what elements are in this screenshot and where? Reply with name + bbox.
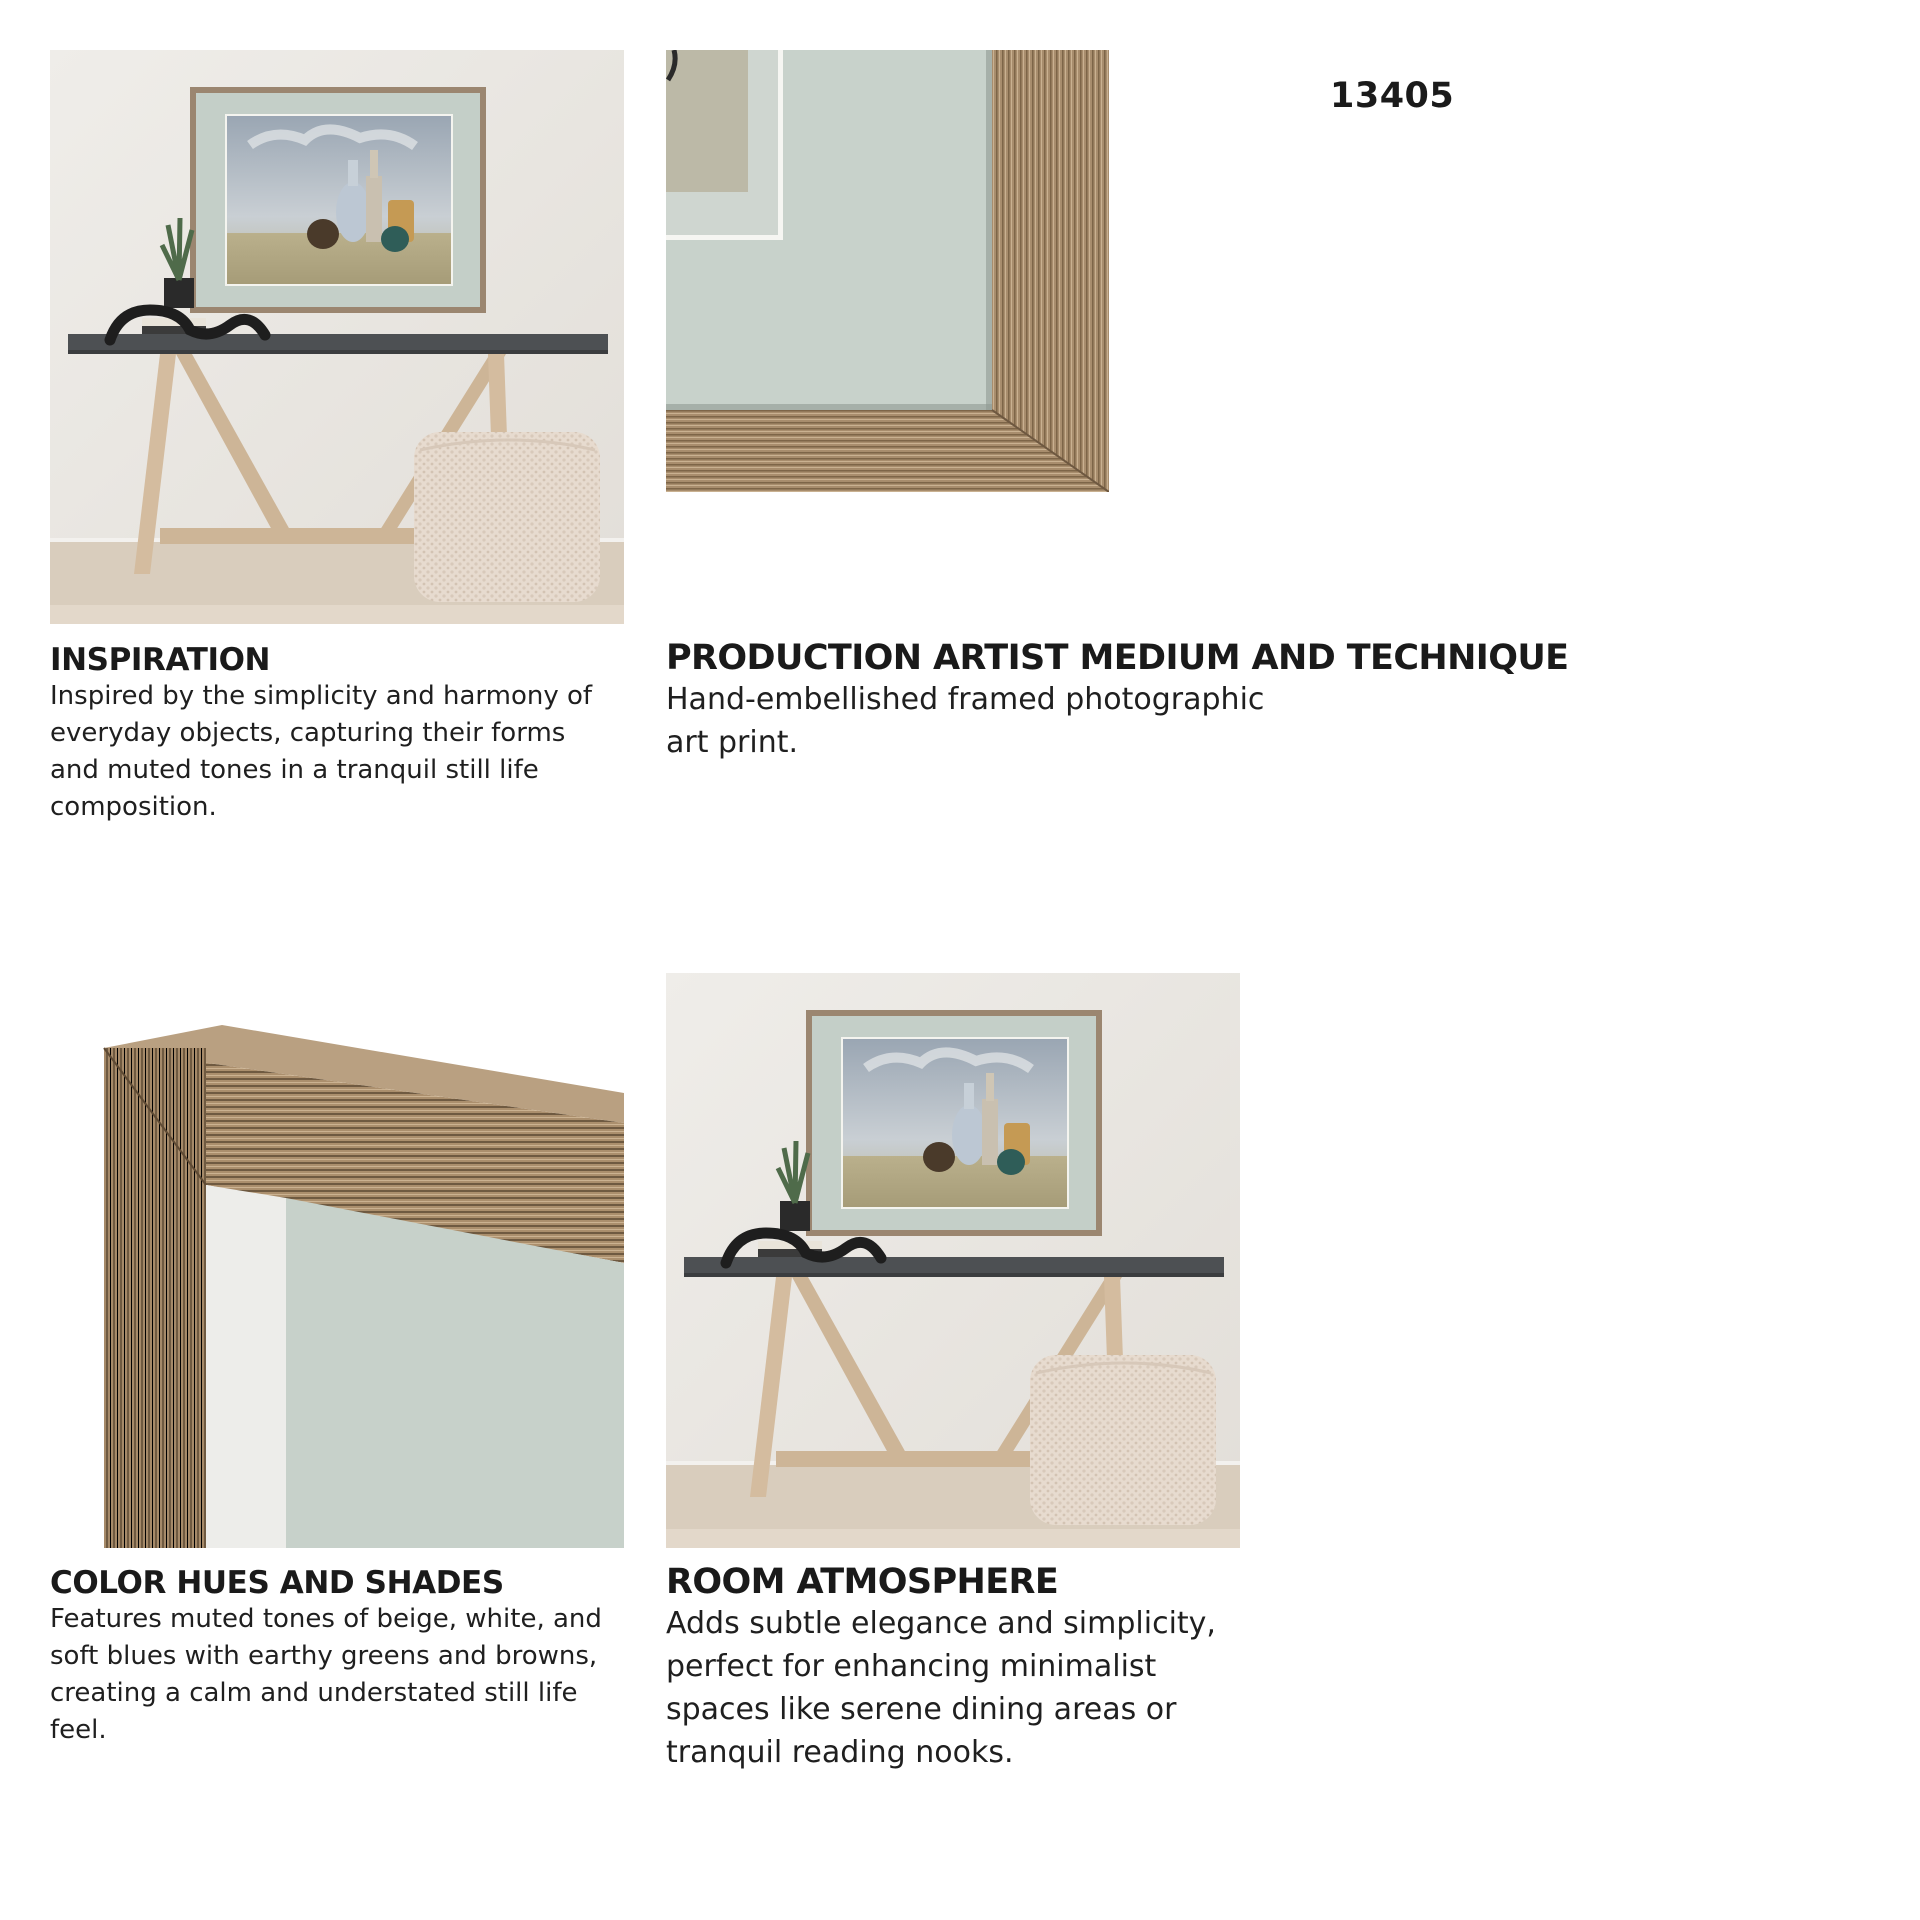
inspiration-heading: INSPIRATION — [50, 642, 271, 678]
color-heading: COLOR HUES AND SHADES — [50, 1565, 504, 1601]
product-code: 13405 — [1330, 76, 1455, 116]
room-atmosphere-photo — [666, 973, 1240, 1548]
inspiration-text: Inspired by the simplicity and harmony of everyday objects, capturing their forms and muted tones in a tranquil still life composition. — [50, 681, 593, 822]
color-text: Features muted tones of beige, white, and soft blues with earthy greens and browns, creating a calm and understated still life feel. — [50, 1604, 602, 1745]
room-scene-photo — [50, 50, 624, 624]
atmosphere-text: Adds subtle elegance and simplicity, perfect for enhancing minimalist spaces like serene dining areas or tranquil reading nooks. — [666, 1606, 1216, 1770]
production-heading: PRODUCTION ARTIST MEDIUM AND TECHNIQUE — [666, 638, 1569, 678]
production-text: Hand-embellished framed photographic art print. — [666, 682, 1265, 760]
atmosphere-heading: ROOM ATMOSPHERE — [666, 1562, 1059, 1602]
frame-profile-photo — [50, 973, 624, 1548]
frame-corner-detail-photo — [666, 50, 1109, 492]
